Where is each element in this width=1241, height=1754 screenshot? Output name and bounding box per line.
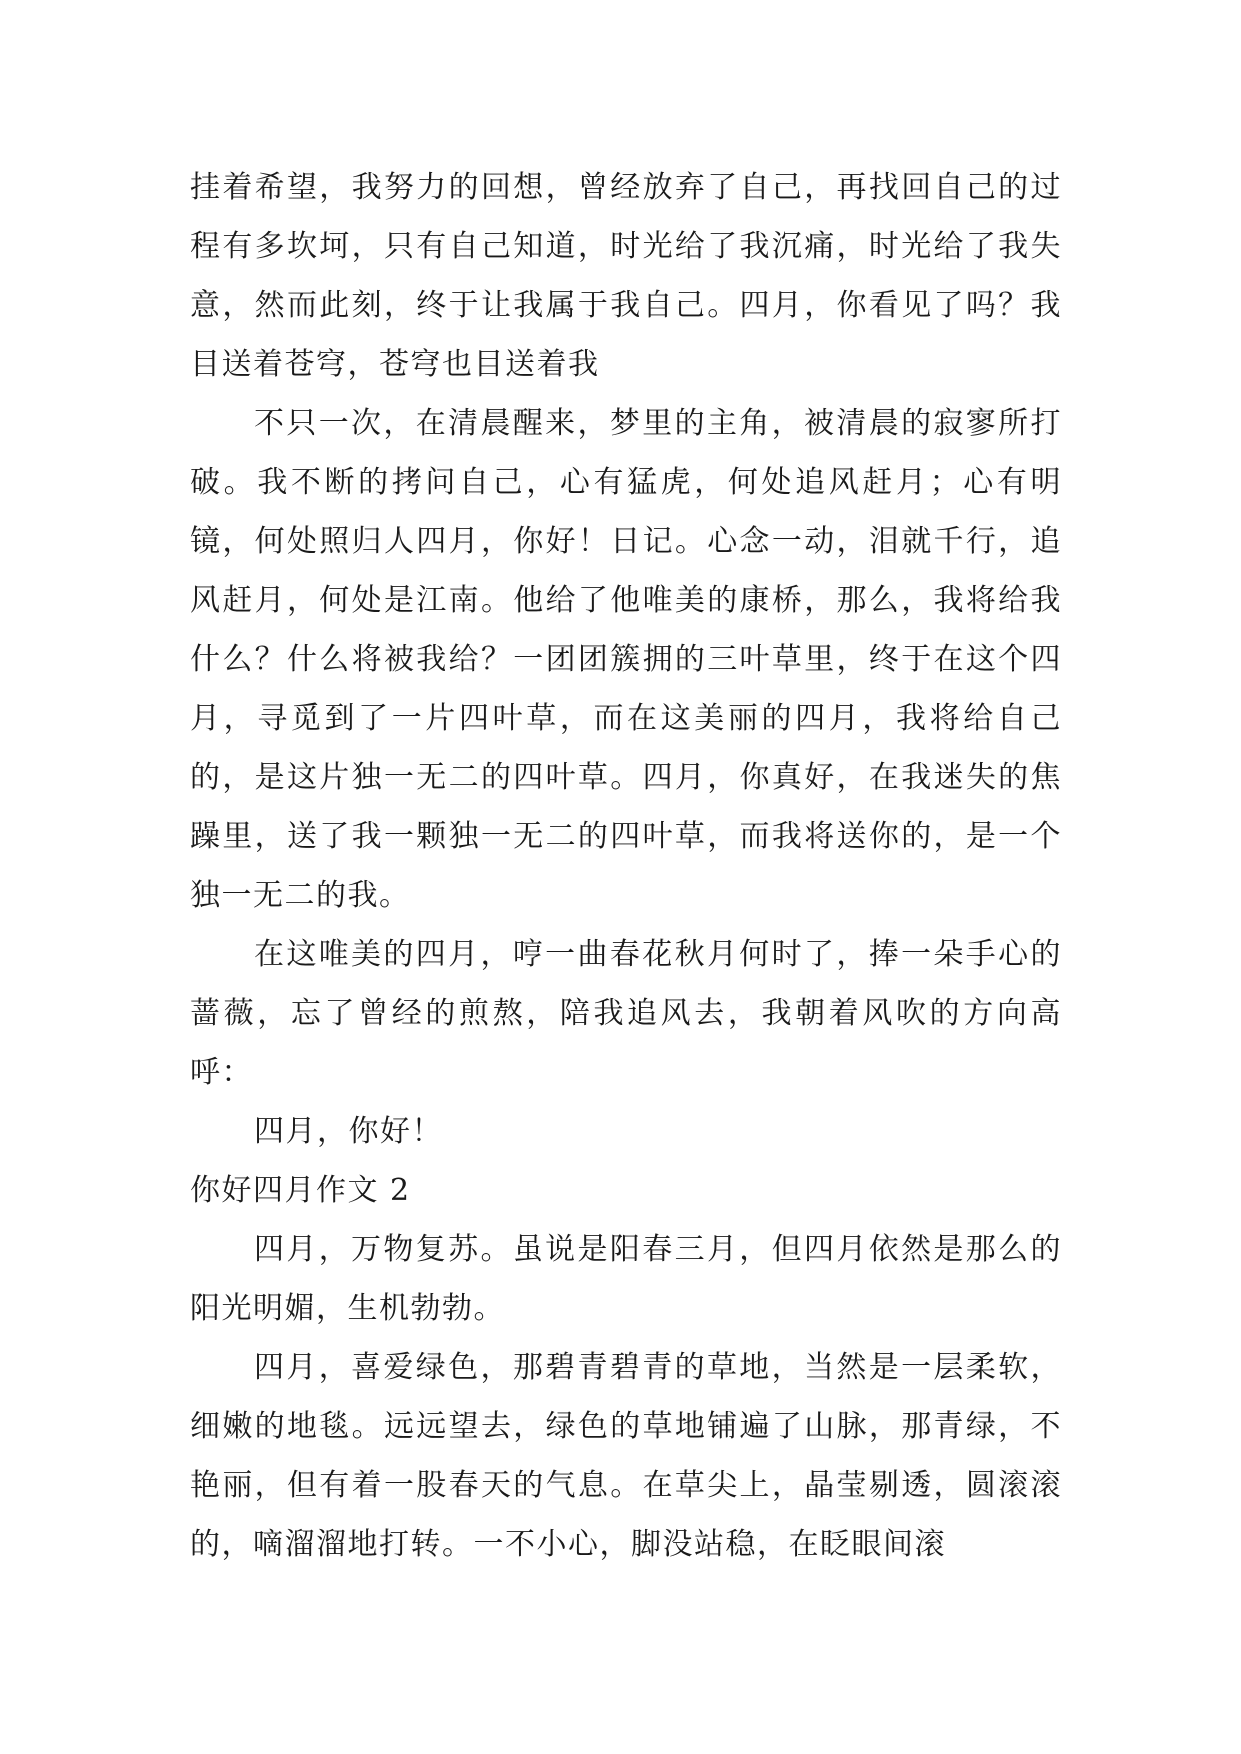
paragraph-2: 不只一次，在清晨醒来，梦里的主角，被清晨的寂寥所打破。我不断的拷问自己，心有猛虎，何处追风赶月；心有明镜，何处照归人四月，你好！日记。心念一动，泪就千行，追风赶月，何处是江南。他给了他唯美的康桥，那么，我将给我什么？什么将被我给？一团团簇拥的三叶草里，终于在这个四月，寻觅到了一片四叶草，而在这美丽的四月，我将给自己的，是这片独一无二的四叶草。四月，你真好，在我迷失的焦躁里，送了我一颗独一无二的四叶草，而我将送你的，是一个独一无二的我。: [190, 406, 1062, 913]
paragraph-4: 四月，你好！: [254, 1114, 443, 1149]
paragraph-5: 四月，万物复苏。虽说是阳春三月，但四月依然是那么的阳光明媚，生机勃勃。: [190, 1232, 1062, 1326]
paragraph-1: 挂着希望，我努力的回想，曾经放弃了自己，再找回自己的过程有多坎坷，只有自己知道，时光给了我沉痛，时光给了我失意，然而此刻，终于让我属于我自己。四月，你看见了吗？我目送着苍穹，苍穹也目送着我: [190, 170, 1062, 382]
paragraph-3: 在这唯美的四月，哼一曲春花秋月何时了，捧一朵手心的蔷薇，忘了曾经的煎熬，陪我追风去，我朝着风吹的方向高呼：: [190, 937, 1062, 1090]
document-page: [190, 158, 1062, 1574]
paragraph-6: 四月，喜爱绿色，那碧青碧青的草地，当然是一层柔软，细嫩的地毯。远远望去，绿色的草地铺遍了山脉，那青绿，不艳丽，但有着一股春天的气息。在草尖上，晶莹剔透，圆滚滚的，嘀溜溜地打转。一不小心，脚没站稳，在眨眼间滚: [190, 1350, 1062, 1562]
section-heading: 你好四月作文 2: [190, 1173, 411, 1208]
